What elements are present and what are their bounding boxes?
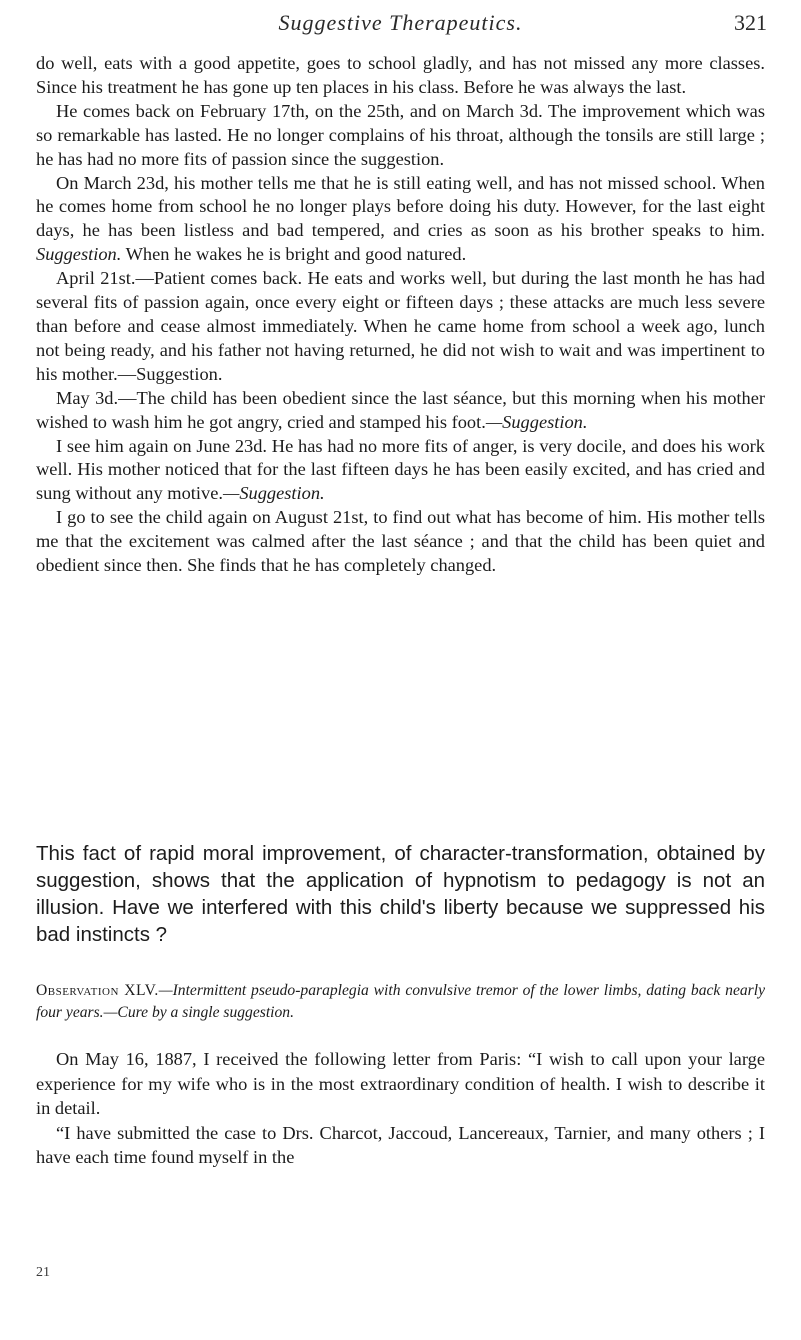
paragraph-5-text: May 3d.—The child has been obedient since the last séance, but this morning when his mother wished to wash him he got angry, cried and stamped his foot.	[36, 387, 765, 432]
paragraph-3-text: On March 23d, his mother tells me that he is still eating well, and has not missed school. When he comes home from school he no longer plays before doing his duty. However, for the last eight days, he has been listless and bad tempered, and cries as soon as his brother speaks to him.	[36, 172, 765, 241]
case-narrative	[36, 52, 765, 578]
paragraph-6-text: I see him again on June 23d. He has had no more fits of anger, is very docile, and does his work well. His mother noticed that for the last fifteen days he has been easily excited, and has cried and sung without any motive.	[36, 435, 765, 504]
observation-title: —Intermittent pseudo-paraplegia with convulsive tremor of the lower limbs, dating back nearly four years.—Cure by a single suggestion.	[36, 982, 765, 1021]
letter-text	[36, 1047, 765, 1170]
paragraph-2: He comes back on February 17th, on the 25th, and on March 3d. The improvement which was so remarkable has lasted. He no longer complains of his throat, although the tonsils are still large ; he has had no more fits of passion since the suggestion.	[36, 100, 765, 169]
letter-paragraph-2: “I have submitted the case to Drs. Charcot, Jaccoud, Lancereaux, Tarnier, and many others ; I have each time found myself in the	[36, 1122, 765, 1167]
page-number: 321	[734, 10, 767, 35]
paragraph-1: do well, eats with a good appetite, goes to school gladly, and has not missed any more classes. Since his treatment he has gone up ten places in his class. Before he was always the last.	[36, 53, 765, 97]
observation-heading	[36, 980, 765, 1024]
paragraph-6	[36, 435, 765, 507]
paragraph-5	[36, 387, 765, 435]
paragraph-4: April 21st.—Patient comes back. He eats and works well, but during the last month he has had several fits of passion again, once every eight or fifteen days ; these attacks are much less severe than before and cease almost immediately. When he came home from school a week ago, lunch not being ready, and his father not having returned, he did not wish to wait and was impertinent to his mother.—Suggestion.	[36, 268, 765, 384]
running-title: Suggestive Therapeutics.	[278, 10, 523, 35]
suggestion-note: —Suggestion.	[485, 411, 588, 432]
page-header	[0, 10, 801, 40]
suggestion-note: —Suggestion.	[222, 483, 325, 504]
letter-paragraph-1: On May 16, 1887, I received the following letter from Paris: “I wish to call upon your large experience for my wife who is in the most extraordinary condition of health. I wish to describe it in detail.	[36, 1049, 765, 1118]
observation-label: Observation XLV.	[36, 982, 159, 999]
paragraph-3-tail: When he wakes he is bright and good natured.	[125, 244, 467, 265]
suggestion-note: Suggestion.	[36, 244, 122, 265]
concluding-paragraph: This fact of rapid moral improvement, of character-transformation, obtained by suggestion, shows that the application of hypnotism to pedagogy is not an illusion. Have we interfered with this child's liberty because we suppressed his bad instincts ?	[36, 842, 765, 946]
signature-mark: 21	[36, 1265, 50, 1280]
concluding-remark	[36, 840, 765, 948]
paragraph-3	[36, 172, 765, 268]
paragraph-7: I go to see the child again on August 21st, to find out what has become of him. His mother tells me that the excitement was calmed after the last séance ; and that the child has been quiet and obedient since then. She finds that he has completely changed.	[36, 507, 765, 576]
